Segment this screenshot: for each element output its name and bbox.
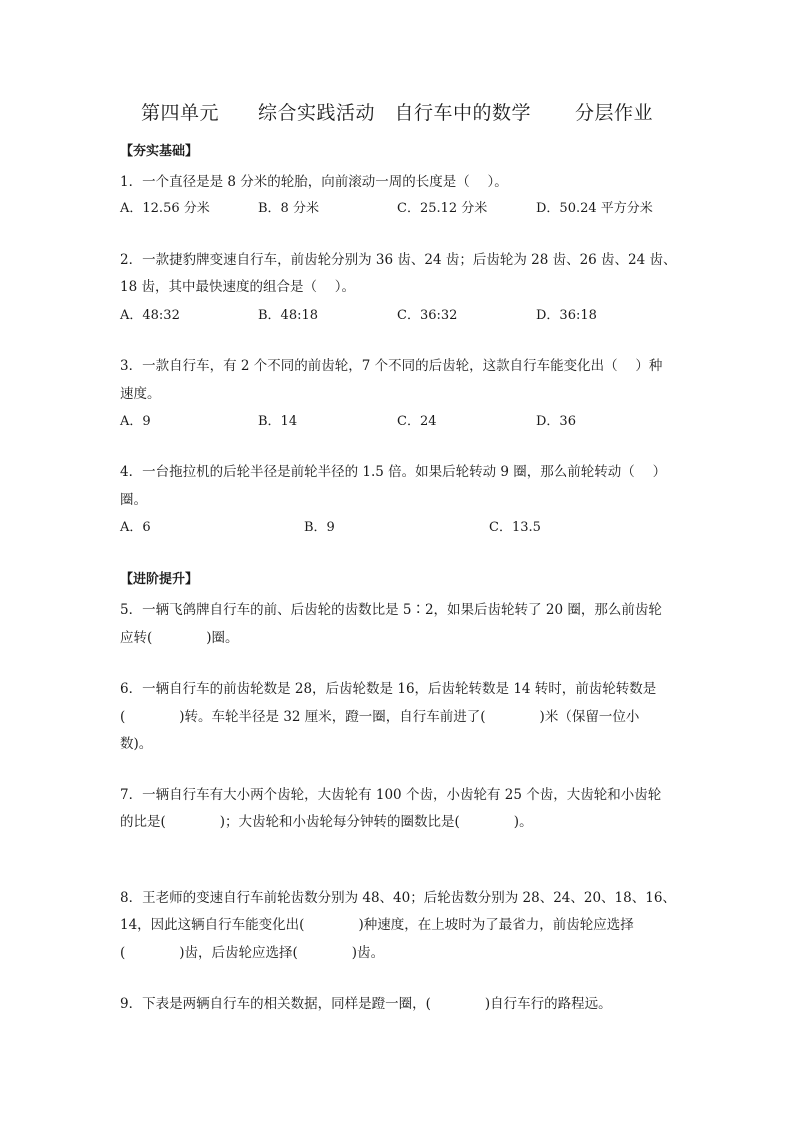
q4-option-b[interactable]: B．9 (304, 520, 335, 535)
q1-option-a[interactable]: A．12.56 分米 (120, 201, 210, 216)
question-2-line-2: 18 齿，其中最快速度的组合是（ ）。 (120, 279, 356, 295)
question-7-line-1: 7．一辆自行车有大小两个齿轮，大齿轮有 100 个齿，小齿轮有 25 个齿，大齿轮和小齿轮 (120, 787, 662, 803)
section-basic-heading: 【夯实基础】 (120, 144, 199, 159)
question-3-line-2: 速度。 (120, 386, 161, 402)
question-5-line-1: 5．一辆飞鸽牌自行车的前、后齿轮的齿数比是 5∶2，如果后齿轮转了 20 圈，那么前齿轮 (120, 602, 662, 618)
q3-option-a[interactable]: A．9 (120, 414, 151, 429)
q2-option-a[interactable]: A．48:32 (120, 308, 180, 323)
question-2-options (120, 304, 680, 324)
page-title: 第四单元 综合实践活动 自行车中的数学 分层作业 (140, 102, 654, 124)
q1-option-b[interactable]: B．8 分米 (258, 201, 319, 216)
question-2-line-1: 2．一款捷豹牌变速自行车，前齿轮分别为 36 齿、24 齿；后齿轮为 28 齿、26 齿、24 齿、 (120, 252, 677, 268)
q2-option-d[interactable]: D．36:18 (536, 308, 597, 323)
question-9-line-1: 9．下表是两辆自行车的相关数据，同样是蹬一圈，( )自行车行的路程远。 (120, 996, 612, 1012)
question-6-line-1: 6．一辆自行车的前齿轮数是 28，后齿轮数是 16，后齿轮转数是 14 转时，前齿轮转数是 (120, 681, 657, 697)
q1-option-d[interactable]: D．50.24 平方分米 (536, 201, 653, 216)
section-advanced-heading: 【进阶提升】 (120, 572, 199, 587)
question-6-line-3: 数)。 (120, 736, 153, 752)
q4-option-a[interactable]: A．6 (120, 520, 151, 535)
q3-option-b[interactable]: B．14 (258, 414, 298, 429)
question-7-line-2: 的比是( )；大齿轮和小齿轮每分钟转的圈数比是( )。 (120, 814, 533, 830)
question-8-line-3: ( )齿，后齿轮应选择( )齿。 (120, 945, 385, 961)
question-1-options (120, 197, 680, 217)
question-4-line-1: 4．一台拖拉机的后轮半径是前轮半径的 1.5 倍。如果后轮转动 9 圈，那么前轮转动（ ） (120, 464, 667, 480)
question-8-line-1: 8．王老师的变速自行车前轮齿数分别为 48、40；后轮齿数分别为 28、24、20、18、16、 (120, 890, 676, 906)
q3-option-d[interactable]: D．36 (536, 414, 576, 429)
question-4-line-2: 圈。 (120, 492, 147, 508)
question-5-line-2: 应转( )圈。 (120, 630, 239, 646)
q2-option-c[interactable]: C．36:32 (397, 308, 458, 323)
q3-option-c[interactable]: C．24 (397, 414, 437, 429)
q2-option-b[interactable]: B．48:18 (258, 308, 319, 323)
q4-option-c[interactable]: C．13.5 (489, 520, 541, 535)
question-4-options (120, 516, 680, 536)
question-1-text: 1．一个直径是是 8 分米的轮胎，向前滚动一周的长度是（ ）。 (120, 174, 508, 190)
question-3-line-1: 3．一款自行车，有 2 个不同的前齿轮，7 个不同的后齿轮，这款自行车能变化出（ ）种 (120, 358, 663, 374)
question-8-line-2: 14，因此这辆自行车能变化出( )种速度，在上坡时为了最省力，前齿轮应选择 (120, 917, 634, 933)
q1-option-c[interactable]: C．25.12 分米 (397, 201, 488, 216)
question-3-options (120, 410, 680, 430)
question-6-line-2: ( )转。车轮半径是 32 厘米，蹬一圈，自行车前进了( )米（保留一位小 (120, 709, 640, 725)
